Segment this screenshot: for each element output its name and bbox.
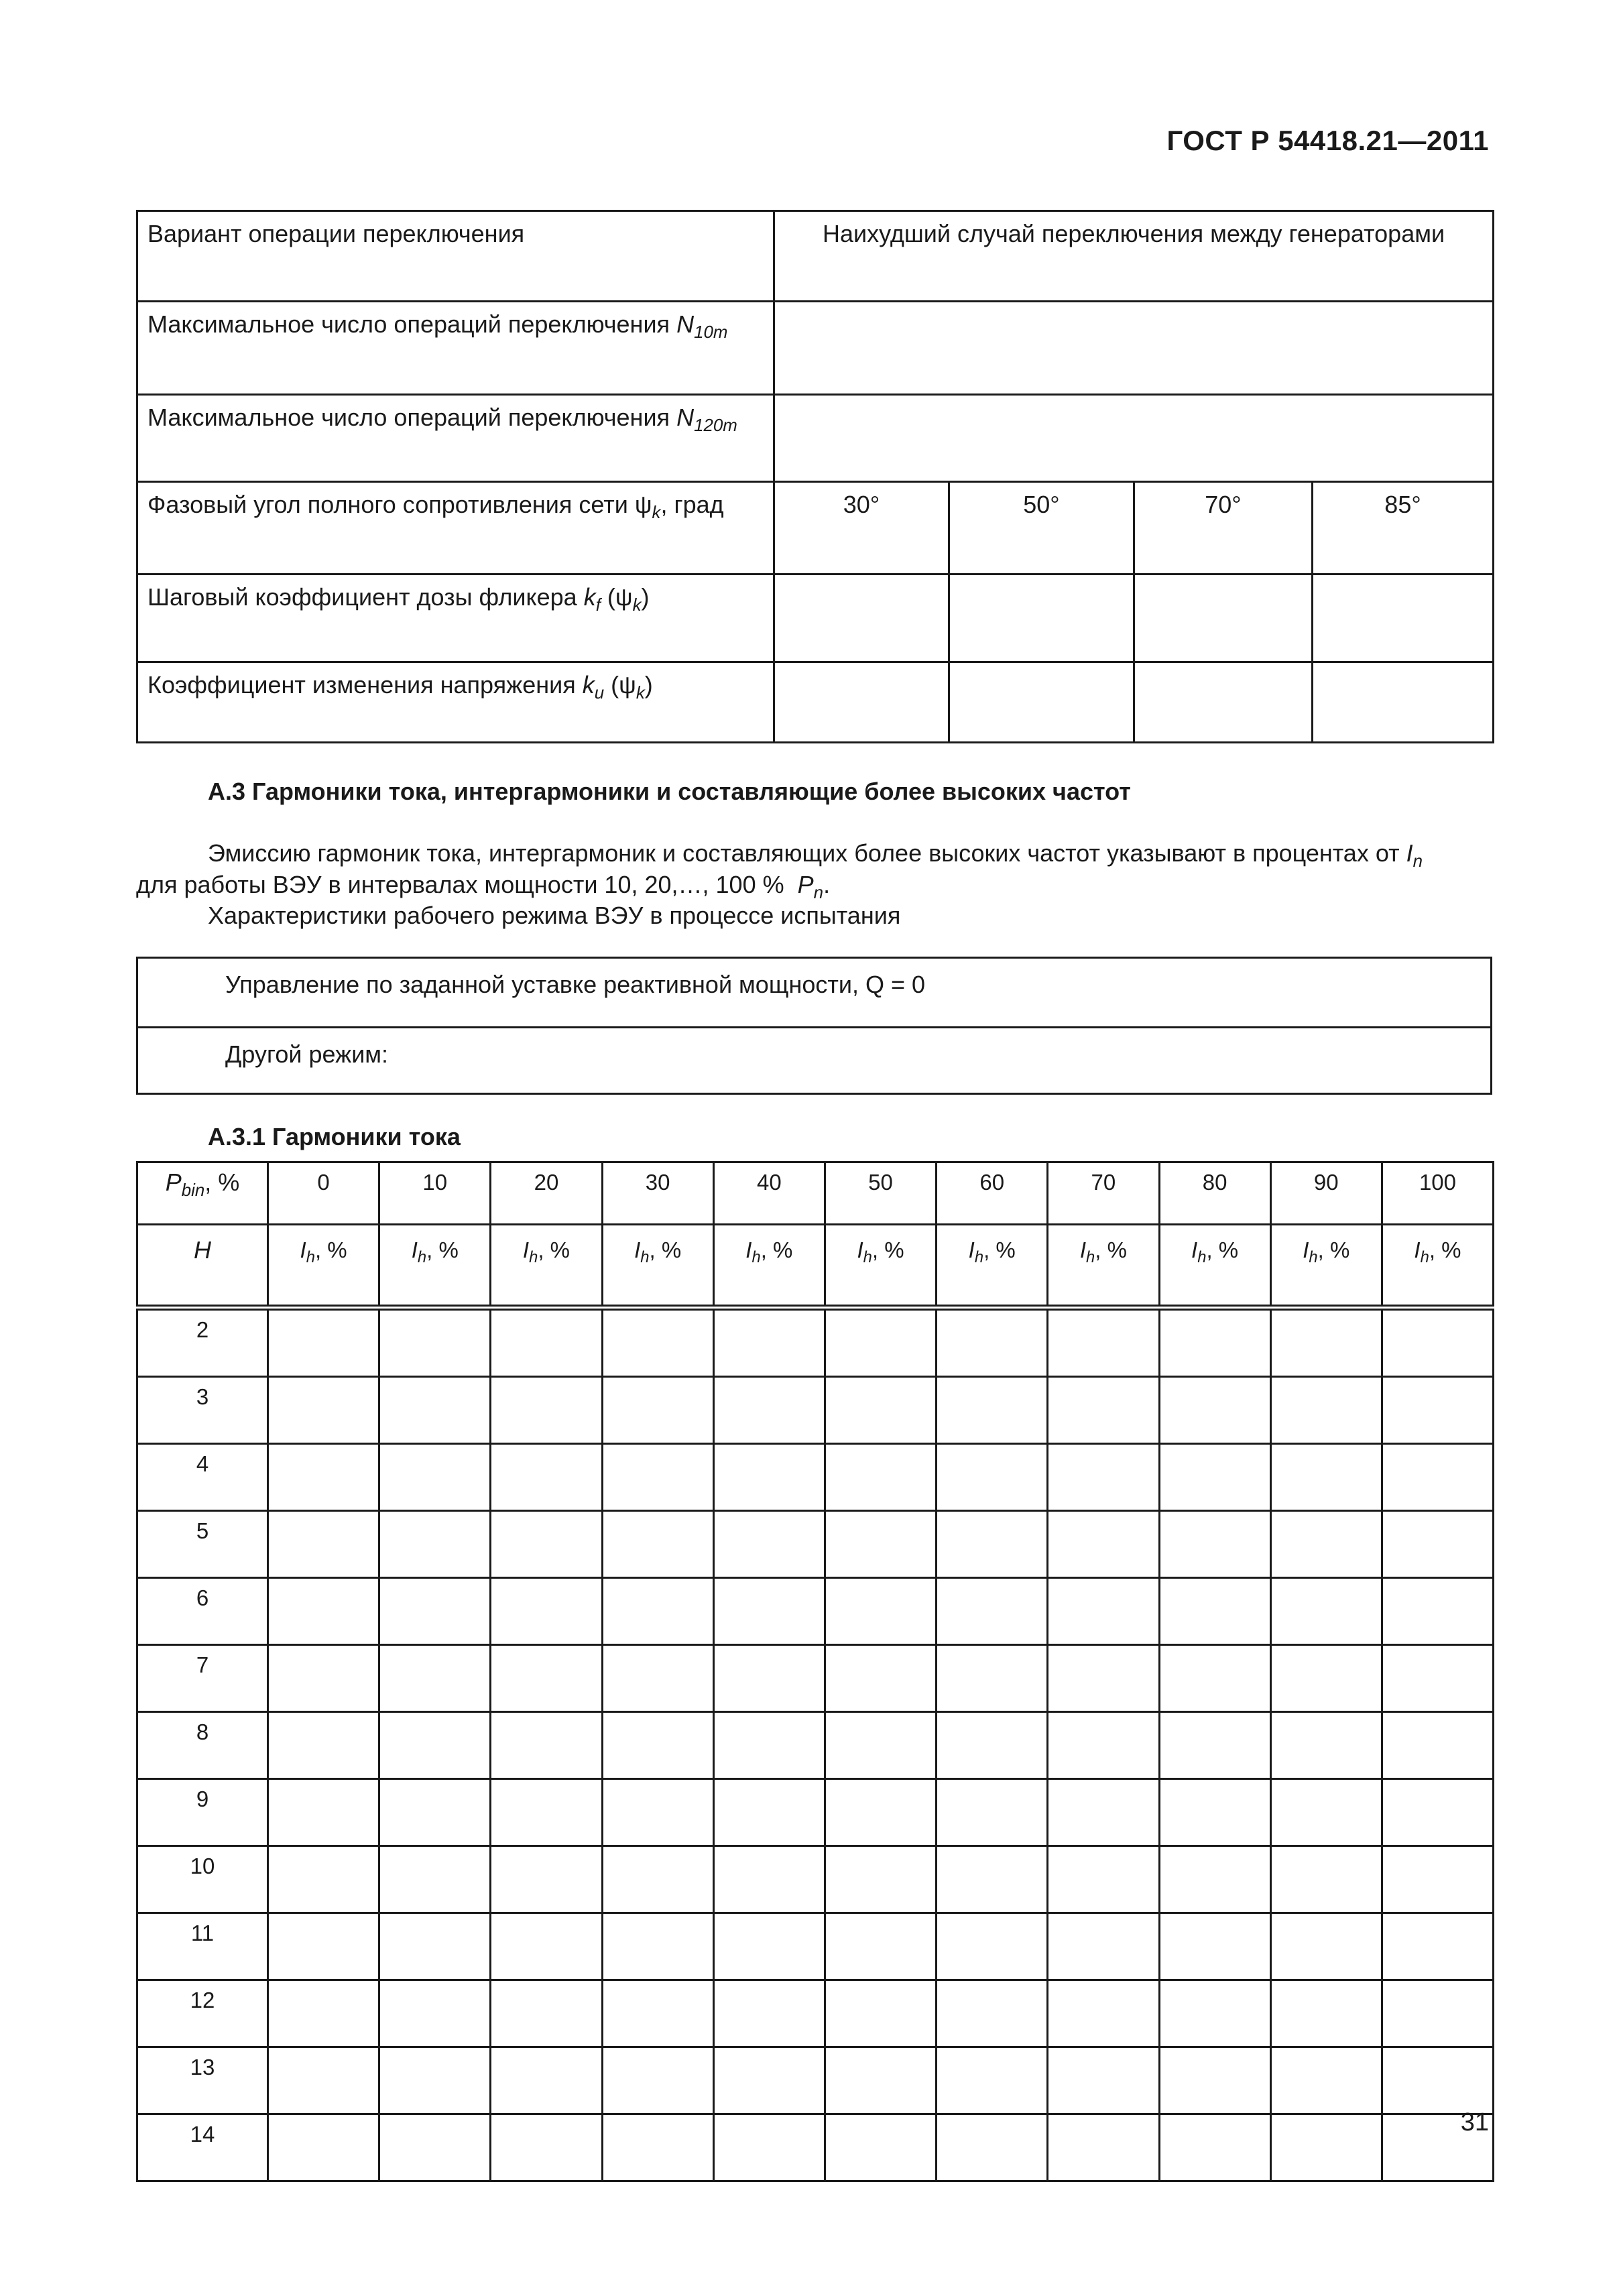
angle-cell: 50° <box>949 482 1134 575</box>
harmonic-row <box>137 1377 1494 1444</box>
harmonic-value-cell <box>825 1444 936 1511</box>
harmonic-value-cell <box>268 1308 379 1377</box>
value-cell <box>1313 575 1494 662</box>
section-a3-title: А.3 Гармоники тока, интергармоники и составляющие более высоких частот <box>208 778 1131 805</box>
harmonic-value-cell <box>602 1645 713 1712</box>
section-a31-title: А.3.1 Гармоники тока <box>208 1123 461 1150</box>
harmonic-value-cell <box>379 1578 491 1645</box>
harmonic-value-cell <box>825 2114 936 2181</box>
harmonic-value-cell <box>713 1578 825 1645</box>
harmonic-value-cell <box>268 1578 379 1645</box>
harmonic-value-cell <box>713 1377 825 1444</box>
power-bin-header: 80 <box>1159 1162 1270 1225</box>
harmonic-value-cell <box>825 1980 936 2047</box>
harmonic-value-cell <box>937 1779 1048 1846</box>
harmonic-value-cell <box>268 1444 379 1511</box>
harmonic-value-cell <box>268 1980 379 2047</box>
harmonic-value-cell <box>1048 1308 1159 1377</box>
harmonic-value-cell <box>825 2047 936 2114</box>
harmonic-value-cell <box>1382 1308 1493 1377</box>
harmonic-value-cell <box>1048 1913 1159 1980</box>
harmonic-value-cell <box>491 1308 602 1377</box>
harmonic-value-cell <box>602 1846 713 1913</box>
power-bin-header: 20 <box>491 1162 602 1225</box>
harmonic-value-cell <box>1159 1578 1270 1645</box>
harmonic-value-cell <box>1270 1444 1382 1511</box>
harmonic-value-cell <box>713 1846 825 1913</box>
harmonic-value-cell <box>1159 2114 1270 2181</box>
harmonic-order: 11 <box>137 1913 268 1980</box>
harmonic-row <box>137 1712 1494 1779</box>
harmonic-value-cell <box>1048 1846 1159 1913</box>
harmonic-value-cell <box>379 2114 491 2181</box>
harmonic-value-cell <box>491 1980 602 2047</box>
n10m-label: Максимальное число операций переключения $N_{10m}$ <box>137 302 774 395</box>
harmonic-value-cell <box>825 1779 936 1846</box>
ih-header: $I_h$, % <box>1270 1225 1382 1308</box>
ih-header: $I_h$, % <box>937 1225 1048 1308</box>
section-a3-paragraph-1: Эмиссию гармоник тока, интергармоник и составляющих более высоких частот указывают в процентах от $I_n$ <box>208 839 1423 871</box>
harmonic-row <box>137 1308 1494 1377</box>
document-header: ГОСТ Р 54418.21—2011 <box>1166 125 1489 156</box>
power-bin-header: 30 <box>602 1162 713 1225</box>
harmonic-value-cell <box>713 1444 825 1511</box>
harmonic-value-cell <box>1382 1444 1493 1511</box>
harmonic-value-cell <box>713 1645 825 1712</box>
harmonic-row <box>137 1645 1494 1712</box>
harmonic-value-cell <box>825 1578 936 1645</box>
harmonic-value-cell <box>1382 1846 1493 1913</box>
harmonic-order: 4 <box>137 1444 268 1511</box>
harmonic-value-cell <box>1159 2047 1270 2114</box>
harmonic-value-cell <box>1159 1511 1270 1578</box>
ih-header: $I_h$, % <box>268 1225 379 1308</box>
harmonic-value-cell <box>1048 1712 1159 1779</box>
harmonic-value-cell <box>1382 1511 1493 1578</box>
harmonic-value-cell <box>825 1846 936 1913</box>
harmonic-order: 10 <box>137 1846 268 1913</box>
harmonic-value-cell <box>1159 1308 1270 1377</box>
harmonic-value-cell <box>268 1377 379 1444</box>
harmonic-value-cell <box>1270 1645 1382 1712</box>
harmonic-value-cell <box>268 2114 379 2181</box>
harmonic-value-cell <box>602 1377 713 1444</box>
power-bin-header: 50 <box>825 1162 936 1225</box>
value-cell <box>1313 662 1494 743</box>
harmonic-value-cell <box>1270 1846 1382 1913</box>
harmonic-order: 7 <box>137 1645 268 1712</box>
harmonic-value-cell <box>937 1308 1048 1377</box>
harmonic-order: 9 <box>137 1779 268 1846</box>
harmonic-value-cell <box>937 1511 1048 1578</box>
harmonic-value-cell <box>1270 1377 1382 1444</box>
ih-header: $I_h$, % <box>1159 1225 1270 1308</box>
harmonic-value-cell <box>268 1511 379 1578</box>
mode-q-zero: Управление по заданной уставке реактивной мощности, Q = 0 <box>137 958 1492 1028</box>
phase-angle-label: Фазовый угол полного сопротивления сети $\psi_k$, град <box>137 482 774 575</box>
harmonic-value-cell <box>1159 1444 1270 1511</box>
harmonic-row <box>137 1779 1494 1846</box>
power-bin-header: 0 <box>268 1162 379 1225</box>
harmonic-value-cell <box>713 1980 825 2047</box>
harmonic-value-cell <box>268 1779 379 1846</box>
ih-header: $I_h$, % <box>1048 1225 1159 1308</box>
harmonic-row <box>137 1846 1494 1913</box>
harmonic-value-cell <box>379 1712 491 1779</box>
harmonic-value-cell <box>491 1712 602 1779</box>
harmonic-value-cell <box>268 1645 379 1712</box>
harmonic-value-cell <box>1270 1980 1382 2047</box>
harmonic-value-cell <box>268 1913 379 1980</box>
harmonic-value-cell <box>937 2047 1048 2114</box>
harmonic-value-cell <box>1270 2114 1382 2181</box>
power-bin-header: 90 <box>1270 1162 1382 1225</box>
harmonic-value-cell <box>1048 2114 1159 2181</box>
page-number: 31 <box>1460 2108 1489 2136</box>
harmonic-value-cell <box>602 2114 713 2181</box>
harmonic-value-cell <box>491 1779 602 1846</box>
harmonic-value-cell <box>713 1712 825 1779</box>
harmonic-value-cell <box>1382 1712 1493 1779</box>
harmonic-value-cell <box>602 1444 713 1511</box>
harmonic-value-cell <box>1048 1377 1159 1444</box>
harmonic-value-cell <box>713 1779 825 1846</box>
harmonic-value-cell <box>937 1846 1048 1913</box>
value-cell <box>1134 662 1313 743</box>
n120m-label: Максимальное число операций переключения $N_{120m}$ <box>137 395 774 482</box>
harmonic-order: 6 <box>137 1578 268 1645</box>
harmonic-value-cell <box>602 1913 713 1980</box>
ih-header: $I_h$, % <box>379 1225 491 1308</box>
harmonic-order: 12 <box>137 1980 268 2047</box>
ih-header: $I_h$, % <box>602 1225 713 1308</box>
harmonic-value-cell <box>937 1980 1048 2047</box>
harmonic-value-cell <box>602 1712 713 1779</box>
power-bin-header: 60 <box>937 1162 1048 1225</box>
harmonic-order: 8 <box>137 1712 268 1779</box>
switching-type-label: Вариант операции переключения <box>137 211 774 302</box>
n120m-value <box>774 395 1494 482</box>
harmonic-value-cell <box>937 1645 1048 1712</box>
harmonic-value-cell <box>602 1779 713 1846</box>
harmonic-value-cell <box>268 1846 379 1913</box>
harmonic-value-cell <box>602 2047 713 2114</box>
harmonic-value-cell <box>1159 1712 1270 1779</box>
harmonic-value-cell <box>379 2047 491 2114</box>
harmonic-value-cell <box>1159 1779 1270 1846</box>
harmonic-order: 3 <box>137 1377 268 1444</box>
harmonic-value-cell <box>713 2047 825 2114</box>
switching-table <box>136 210 1494 743</box>
value-cell <box>949 575 1134 662</box>
operating-mode-table <box>136 957 1492 1095</box>
harmonic-value-cell <box>1159 1913 1270 1980</box>
harmonic-value-cell <box>268 2047 379 2114</box>
harmonic-value-cell <box>1048 1645 1159 1712</box>
harmonic-value-cell <box>1382 1779 1493 1846</box>
ih-header: $I_h$, % <box>1382 1225 1493 1308</box>
harmonic-value-cell <box>1382 1578 1493 1645</box>
harmonic-value-cell <box>1048 1578 1159 1645</box>
harmonic-value-cell <box>937 1377 1048 1444</box>
harmonic-value-cell <box>1048 1980 1159 2047</box>
harmonic-value-cell <box>937 1712 1048 1779</box>
value-cell <box>774 575 949 662</box>
harmonic-value-cell <box>825 1308 936 1377</box>
power-bin-header: 70 <box>1048 1162 1159 1225</box>
harmonic-value-cell <box>491 1511 602 1578</box>
harmonic-value-cell <box>1382 1377 1493 1444</box>
harmonic-value-cell <box>1159 1645 1270 1712</box>
harmonic-value-cell <box>491 1913 602 1980</box>
harmonic-value-cell <box>491 1377 602 1444</box>
harmonic-value-cell <box>825 1712 936 1779</box>
harmonic-value-cell <box>825 1377 936 1444</box>
harmonic-row <box>137 2114 1494 2181</box>
harmonic-value-cell <box>1270 2047 1382 2114</box>
harmonic-value-cell <box>379 1645 491 1712</box>
switching-type-value: Наихудший случай переключения между генераторами <box>774 211 1494 302</box>
harmonic-value-cell <box>491 1444 602 1511</box>
mode-other: Другой режим: <box>137 1028 1492 1094</box>
harmonic-value-cell <box>937 1578 1048 1645</box>
harmonic-value-cell <box>379 1377 491 1444</box>
harmonic-value-cell <box>1270 1913 1382 1980</box>
harmonic-value-cell <box>1382 1980 1493 2047</box>
harmonic-value-cell <box>602 1578 713 1645</box>
harmonic-value-cell <box>1270 1511 1382 1578</box>
harmonic-value-cell <box>1382 1913 1493 1980</box>
harmonic-value-cell <box>825 1913 936 1980</box>
harmonic-value-cell <box>602 1308 713 1377</box>
pbin-header: $P_{bin}$, % <box>137 1162 268 1225</box>
harmonic-value-cell <box>1048 1444 1159 1511</box>
harmonic-value-cell <box>602 1511 713 1578</box>
harmonic-order: 5 <box>137 1511 268 1578</box>
power-bin-header: 10 <box>379 1162 491 1225</box>
harmonic-value-cell <box>1159 1980 1270 2047</box>
harmonic-value-cell <box>937 2114 1048 2181</box>
harmonic-value-cell <box>713 1913 825 1980</box>
harmonic-value-cell <box>1270 1712 1382 1779</box>
section-a3-paragraph-3: Характеристики рабочего режима ВЭУ в процессе испытания <box>208 902 901 929</box>
harmonic-value-cell <box>491 1645 602 1712</box>
harmonic-value-cell <box>937 1444 1048 1511</box>
harmonics-table <box>136 1161 1494 2182</box>
harmonic-value-cell <box>937 1913 1048 1980</box>
harmonic-value-cell <box>1048 1779 1159 1846</box>
harmonic-value-cell <box>379 1444 491 1511</box>
voltage-coefficient-label: Коэффициент изменения напряжения $k_u$ $(\psi_k)$ <box>137 662 774 743</box>
harmonic-row <box>137 2047 1494 2114</box>
harmonic-value-cell <box>1159 1846 1270 1913</box>
harmonic-value-cell <box>825 1645 936 1712</box>
harmonic-value-cell <box>1048 2047 1159 2114</box>
n10m-value <box>774 302 1494 395</box>
harmonic-value-cell <box>1270 1779 1382 1846</box>
harmonic-value-cell <box>713 1308 825 1377</box>
ih-header: $I_h$, % <box>491 1225 602 1308</box>
angle-cell: 30° <box>774 482 949 575</box>
value-cell <box>949 662 1134 743</box>
harmonic-value-cell <box>379 1308 491 1377</box>
harmonic-value-cell <box>379 1779 491 1846</box>
harmonic-order: 13 <box>137 2047 268 2114</box>
harmonic-value-cell <box>1159 1377 1270 1444</box>
harmonic-row <box>137 1444 1494 1511</box>
harmonic-value-cell <box>268 1712 379 1779</box>
harmonic-row <box>137 1511 1494 1578</box>
harmonic-value-cell <box>1270 1578 1382 1645</box>
harmonic-row <box>137 1578 1494 1645</box>
section-a3-paragraph-2: для работы ВЭУ в интервалах мощности 10, 20,…, 100 % $P_n$. <box>136 871 831 902</box>
power-bin-header: 40 <box>713 1162 825 1225</box>
angle-cell: 70° <box>1134 482 1313 575</box>
harmonic-value-cell <box>491 2114 602 2181</box>
harmonic-row <box>137 1913 1494 1980</box>
harmonic-value-cell <box>379 1846 491 1913</box>
harmonic-order: 2 <box>137 1308 268 1377</box>
harmonic-value-cell <box>602 1980 713 2047</box>
harmonic-value-cell <box>825 1511 936 1578</box>
harmonic-value-cell <box>1382 2047 1493 2114</box>
harmonic-value-cell <box>1270 1308 1382 1377</box>
harmonic-value-cell <box>491 1846 602 1913</box>
harmonic-order-header: H <box>137 1225 268 1308</box>
ih-header: $I_h$, % <box>713 1225 825 1308</box>
harmonic-value-cell <box>379 1980 491 2047</box>
harmonic-value-cell <box>1382 1645 1493 1712</box>
harmonic-row <box>137 1980 1494 2047</box>
value-cell <box>774 662 949 743</box>
harmonic-order: 14 <box>137 2114 268 2181</box>
harmonic-value-cell <box>379 1511 491 1578</box>
harmonic-value-cell <box>713 2114 825 2181</box>
harmonic-value-cell <box>491 1578 602 1645</box>
angle-cell: 85° <box>1313 482 1494 575</box>
harmonic-value-cell <box>491 2047 602 2114</box>
ih-header: $I_h$, % <box>825 1225 936 1308</box>
harmonic-value-cell <box>1048 1511 1159 1578</box>
flicker-coefficient-label: Шаговый коэффициент дозы фликера $k_f$ $(\psi_k)$ <box>137 575 774 662</box>
power-bin-header: 100 <box>1382 1162 1493 1225</box>
value-cell <box>1134 575 1313 662</box>
harmonic-value-cell <box>713 1511 825 1578</box>
harmonic-value-cell <box>379 1913 491 1980</box>
